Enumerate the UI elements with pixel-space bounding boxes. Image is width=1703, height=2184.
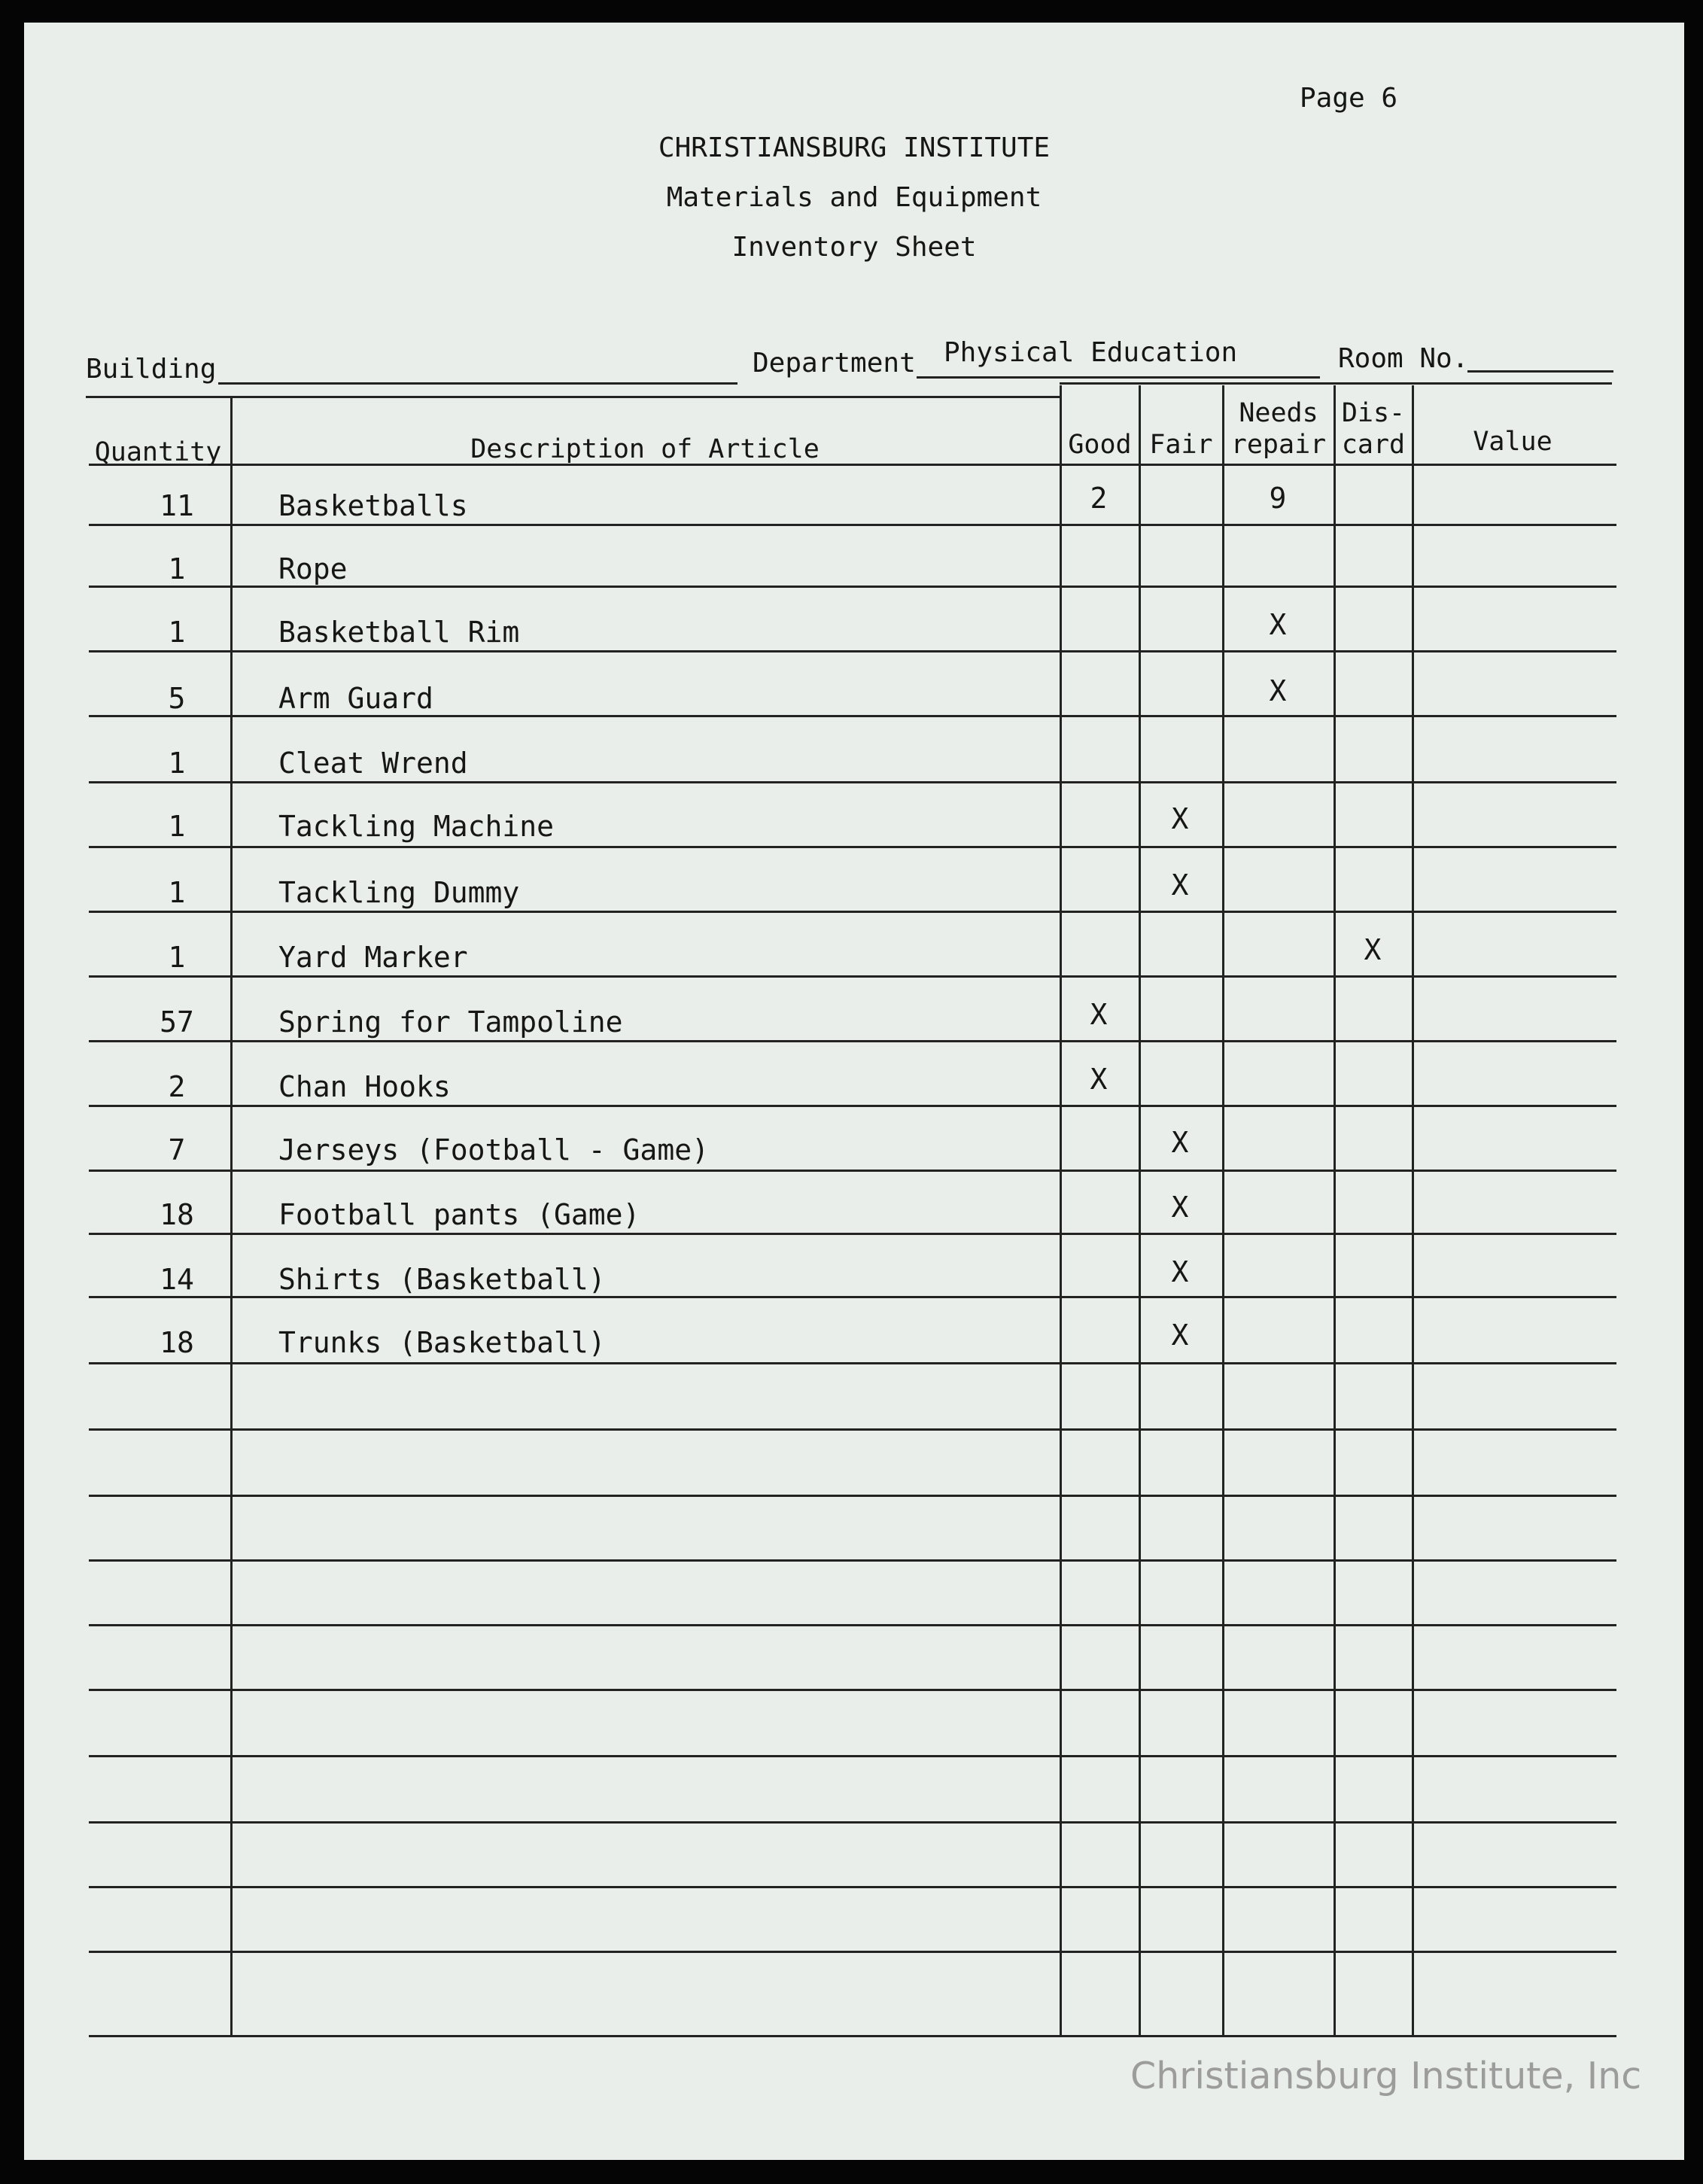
department-underline	[917, 376, 1320, 379]
row-quantity: 18	[160, 1198, 194, 1231]
row-description: Spring for Tampoline	[278, 1005, 623, 1039]
table-rule-line	[89, 1170, 1616, 1172]
room-label: Room No.	[1338, 343, 1469, 374]
row-mark-fair: X	[1171, 868, 1189, 902]
row-quantity: 7	[168, 1133, 186, 1167]
table-rule-line	[89, 1105, 1616, 1107]
column-header-good: Good	[1068, 430, 1132, 460]
value-column-divider	[1412, 385, 1414, 2035]
table-rule-line	[89, 846, 1616, 848]
row-quantity: 1	[168, 747, 186, 780]
good-column-divider	[1060, 385, 1062, 2035]
table-top-line	[1060, 382, 1612, 385]
table-rule-line	[89, 781, 1616, 783]
row-quantity: 1	[168, 810, 186, 843]
row-quantity: 1	[168, 552, 186, 586]
row-quantity: 57	[160, 1005, 194, 1039]
inventory-sheet	[24, 23, 1684, 2160]
row-mark-fair: X	[1171, 802, 1189, 835]
row-mark-fair: X	[1171, 1126, 1189, 1159]
row-mark-good: X	[1090, 998, 1108, 1031]
discard-column-divider	[1334, 385, 1336, 2035]
row-description: Jerseys (Football - Game)	[278, 1133, 709, 1167]
row-mark-fair: X	[1171, 1319, 1189, 1352]
table-rule-line	[89, 2035, 1616, 2037]
fair-column-divider	[1139, 385, 1141, 2035]
row-description: Shirts (Basketball)	[278, 1263, 606, 1296]
row-description: Trunks (Basketball)	[278, 1326, 606, 1359]
building-underline	[218, 382, 737, 385]
column-header-description: Description of Article	[470, 434, 820, 464]
row-mark-repair: X	[1269, 608, 1287, 641]
department-value: Physical Education	[944, 337, 1238, 368]
column-header-value: Value	[1473, 427, 1552, 457]
quantity-column-divider	[230, 396, 233, 2035]
row-quantity: 18	[160, 1326, 194, 1359]
row-quantity: 1	[168, 941, 186, 974]
row-description: Football pants (Game)	[278, 1198, 640, 1231]
table-rule-line	[89, 1755, 1616, 1757]
column-header-fair: Fair	[1149, 430, 1213, 460]
table-rule-line	[89, 715, 1616, 717]
row-quantity: 1	[168, 616, 186, 649]
institution-title: CHRISTIANSBURG INSTITUTE	[658, 132, 1051, 163]
row-description: Tackling Machine	[278, 810, 555, 843]
table-rule-line	[89, 1821, 1616, 1824]
row-description: Tackling Dummy	[278, 876, 520, 909]
table-rule-line	[89, 650, 1616, 652]
row-quantity: 5	[168, 682, 186, 715]
column-header-needs-repair: Needs repair	[1230, 398, 1327, 460]
table-rule-line	[89, 1428, 1616, 1431]
column-header-quantity: Quantity	[94, 437, 222, 467]
row-quantity: 11	[160, 489, 194, 522]
room-underline	[1467, 370, 1613, 373]
form-title: Inventory Sheet	[731, 232, 977, 263]
row-description: Basketball Rim	[278, 616, 520, 649]
table-rule-line	[89, 975, 1616, 978]
table-rule-line	[89, 1495, 1616, 1497]
table-rule-line	[89, 1886, 1616, 1888]
document-subtitle: Materials and Equipment	[666, 182, 1042, 213]
row-description: Basketballs	[278, 489, 468, 522]
row-quantity: 2	[168, 1070, 186, 1103]
row-description: Yard Marker	[278, 941, 468, 974]
row-mark-fair: X	[1171, 1255, 1189, 1288]
table-rule-line	[89, 1040, 1616, 1042]
row-mark-good: X	[1090, 1063, 1108, 1096]
row-mark-repair: 9	[1269, 482, 1287, 515]
building-label: Building	[86, 354, 217, 385]
table-rule-line	[89, 524, 1616, 526]
table-rule-line	[89, 1559, 1616, 1562]
table-rule-line	[89, 1296, 1616, 1298]
row-mark-repair: X	[1269, 674, 1287, 707]
table-rule-line	[89, 1624, 1616, 1626]
row-quantity: 1	[168, 876, 186, 909]
watermark-text: Christiansburg Institute, Inc	[1130, 2055, 1642, 2097]
page-number: Page 6	[1300, 83, 1398, 114]
table-rule-line	[89, 1233, 1616, 1235]
table-rule-line	[89, 911, 1616, 913]
repair-column-divider	[1222, 385, 1224, 2035]
table-rule-line	[89, 586, 1616, 588]
column-header-discard: Dis- card	[1341, 398, 1406, 460]
row-description: Cleat Wrend	[278, 747, 468, 780]
table-rule-line	[89, 1689, 1616, 1691]
row-mark-good: 2	[1090, 482, 1108, 515]
row-mark-fair: X	[1171, 1191, 1189, 1224]
table-rule-line	[89, 1362, 1616, 1364]
row-description: Rope	[278, 552, 348, 586]
table-rule-line	[89, 1951, 1616, 1953]
row-mark-discard: X	[1364, 933, 1382, 966]
row-quantity: 14	[160, 1263, 194, 1296]
row-description: Chan Hooks	[278, 1070, 451, 1103]
department-label: Department	[753, 348, 916, 379]
row-description: Arm Guard	[278, 682, 433, 715]
